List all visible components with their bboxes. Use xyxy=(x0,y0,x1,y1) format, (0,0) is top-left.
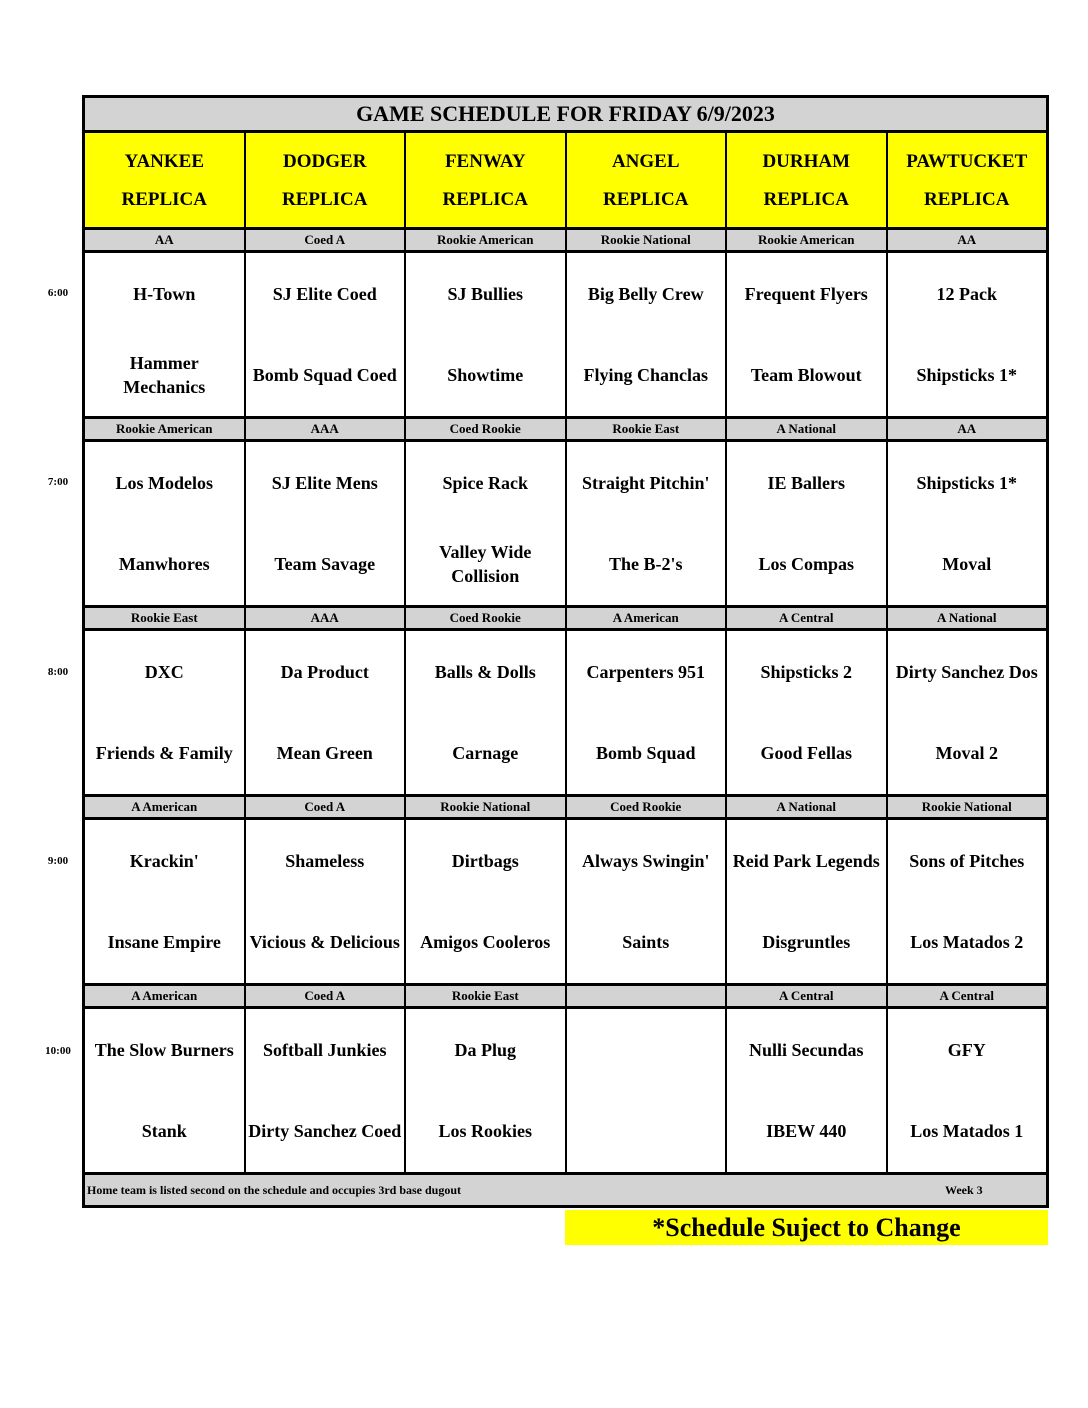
game-cell xyxy=(406,1009,567,1172)
home-team: Carnage xyxy=(452,743,519,764)
division-label: Rookie National xyxy=(406,797,567,817)
home-team: Bomb Squad Coed xyxy=(252,365,397,386)
division-label: Rookie National xyxy=(888,797,1047,817)
away-team: DXC xyxy=(144,661,184,682)
field-name: DODGER xyxy=(283,151,367,172)
away-team: Da Plug xyxy=(454,1039,516,1060)
home-team: Dirty Sanchez Coed xyxy=(248,1121,402,1142)
home-team: IBEW 440 xyxy=(766,1121,847,1142)
game-cell xyxy=(406,253,567,416)
home-team: Flying Chanclas xyxy=(583,365,709,386)
away-team: Spice Rack xyxy=(442,472,528,493)
game-cell xyxy=(888,442,1047,605)
field-name: DURHAM xyxy=(762,151,851,172)
home-team: The B-2's xyxy=(608,554,683,575)
home-team: Stank xyxy=(141,1121,187,1142)
away-team: Always Swingin' xyxy=(581,850,710,871)
game-cell xyxy=(85,631,246,794)
game-cell xyxy=(727,442,888,605)
game-cell xyxy=(246,820,407,983)
home-team: Showtime xyxy=(447,365,524,386)
field-header xyxy=(406,133,567,227)
home-team: Bomb Squad xyxy=(595,743,696,764)
away-team: 12 Pack xyxy=(936,283,997,304)
division-row xyxy=(85,983,1046,1009)
away-team: Los Modelos xyxy=(115,472,213,493)
game-cell xyxy=(888,820,1047,983)
away-team: SJ Elite Mens xyxy=(271,472,378,493)
division-row xyxy=(85,605,1046,631)
division-label xyxy=(567,986,728,1006)
game-cell xyxy=(727,820,888,983)
game-cell xyxy=(246,442,407,605)
home-team xyxy=(567,1091,726,1173)
game-row xyxy=(85,442,1046,605)
division-label: Rookie American xyxy=(85,419,246,439)
away-team: Da Product xyxy=(280,661,369,682)
game-cell xyxy=(406,820,567,983)
division-label: AAA xyxy=(246,608,407,628)
field-header xyxy=(727,133,888,227)
field-sub: REPLICA xyxy=(121,189,207,210)
field-header xyxy=(246,133,407,227)
away-team: SJ Elite Coed xyxy=(272,283,377,304)
game-row xyxy=(85,253,1046,416)
time-label: 9:00 xyxy=(47,855,69,867)
home-team: Friends & Family xyxy=(95,743,233,764)
home-team: Saints xyxy=(622,932,670,953)
home-team: Moval xyxy=(942,554,992,575)
division-label: Coed Rookie xyxy=(406,608,567,628)
away-team: The Slow Burners xyxy=(94,1039,234,1060)
division-label: A Central xyxy=(888,986,1047,1006)
away-team: Krackin' xyxy=(129,850,199,871)
home-team: Team Savage xyxy=(274,554,376,575)
page-title: GAME SCHEDULE FOR FRIDAY 6/9/2023 xyxy=(85,98,1046,133)
time-label: 8:00 xyxy=(47,666,69,678)
division-label: Coed A xyxy=(246,797,407,817)
division-label: A National xyxy=(888,608,1047,628)
home-team: Good Fellas xyxy=(760,743,852,764)
away-team: IE Ballers xyxy=(767,472,845,493)
away-team: Shipsticks 2 xyxy=(760,661,853,682)
division-label: A American xyxy=(85,986,246,1006)
field-sub: REPLICA xyxy=(763,189,849,210)
game-cell xyxy=(85,442,246,605)
game-row xyxy=(85,631,1046,794)
away-team: Balls & Dolls xyxy=(434,661,536,682)
division-label: Rookie East xyxy=(406,986,567,1006)
home-team: Vicious & Delicious xyxy=(249,932,400,953)
away-team: Frequent Flyers xyxy=(744,283,868,304)
away-team: Shipsticks 1* xyxy=(916,472,1018,493)
field-header xyxy=(888,133,1047,227)
home-team: Manwhores xyxy=(118,554,210,575)
game-cell xyxy=(567,253,728,416)
home-team: Shipsticks 1* xyxy=(916,365,1018,386)
footer-note: Home team is listed second on the schedule and occupies 3rd base dugout xyxy=(87,1183,462,1197)
game-cell xyxy=(406,631,567,794)
division-label: AA xyxy=(85,230,246,250)
division-row xyxy=(85,227,1046,253)
game-row xyxy=(85,1009,1046,1172)
away-team: Softball Junkies xyxy=(262,1039,387,1060)
week-label: Week 3 xyxy=(945,1183,983,1197)
game-cell xyxy=(246,253,407,416)
away-team: Straight Pitchin' xyxy=(581,472,710,493)
time-label: 10:00 xyxy=(45,1045,71,1057)
home-team: Disgruntles xyxy=(762,932,851,953)
division-row xyxy=(85,416,1046,442)
away-team: H-Town xyxy=(133,283,196,304)
time-label: 7:00 xyxy=(47,476,69,488)
home-team: Insane Empire xyxy=(107,932,221,953)
game-row xyxy=(85,820,1046,983)
division-label: Rookie East xyxy=(567,419,728,439)
field-sub: REPLICA xyxy=(281,189,368,210)
home-team: Los Matados 2 xyxy=(910,932,1024,953)
division-label: A National xyxy=(727,419,888,439)
away-team: Sons of Pitches xyxy=(909,850,1025,871)
field-sub: REPLICA xyxy=(602,189,689,210)
game-cell xyxy=(727,1009,888,1172)
game-cell xyxy=(567,1009,728,1172)
home-team: Los Rookies xyxy=(438,1121,532,1142)
field-name: PAWTUCKET xyxy=(906,151,1028,172)
game-cell xyxy=(888,631,1047,794)
home-team: Team Blowout xyxy=(750,365,862,386)
away-team: Carpenters 951 xyxy=(586,661,705,682)
division-label: A Central xyxy=(727,608,888,628)
away-team xyxy=(567,1009,726,1091)
game-cell xyxy=(85,1009,246,1172)
home-team: Mean Green xyxy=(276,743,373,764)
division-label: AAA xyxy=(246,419,407,439)
time-label: 6:00 xyxy=(47,287,69,299)
division-label: AA xyxy=(888,419,1047,439)
field-header xyxy=(85,133,246,227)
game-cell xyxy=(567,442,728,605)
field-name: YANKEE xyxy=(124,151,205,172)
away-team: Dirty Sanchez Dos xyxy=(895,661,1038,682)
away-team: Reid Park Legends xyxy=(732,850,880,871)
game-cell xyxy=(727,631,888,794)
division-label: A Central xyxy=(727,986,888,1006)
division-label: Coed A xyxy=(246,986,407,1006)
home-team: Amigos Cooleros xyxy=(420,932,551,953)
away-team: Shameless xyxy=(285,850,365,871)
footer-bar xyxy=(85,1172,1046,1205)
game-cell xyxy=(727,253,888,416)
game-cell xyxy=(85,253,246,416)
game-cell xyxy=(888,1009,1047,1172)
home-team: Valley Wide Collision xyxy=(439,542,532,587)
field-header-row xyxy=(85,133,1046,227)
division-label: A American xyxy=(567,608,728,628)
away-team: GFY xyxy=(947,1039,986,1060)
division-label: Coed Rookie xyxy=(567,797,728,817)
away-team: SJ Bullies xyxy=(447,283,524,304)
division-label: Coed A xyxy=(246,230,407,250)
away-team: Nulli Secundas xyxy=(748,1039,864,1060)
division-label: Rookie American xyxy=(406,230,567,250)
field-sub: REPLICA xyxy=(923,189,1010,210)
away-team: Dirtbags xyxy=(451,850,519,871)
division-label: Rookie National xyxy=(567,230,728,250)
game-cell xyxy=(85,820,246,983)
division-row xyxy=(85,794,1046,820)
game-cell xyxy=(246,1009,407,1172)
schedule-table xyxy=(82,95,1049,1208)
game-cell xyxy=(567,631,728,794)
division-label: Coed Rookie xyxy=(406,419,567,439)
division-label: AA xyxy=(888,230,1047,250)
field-header xyxy=(567,133,728,227)
home-team: Moval 2 xyxy=(935,743,998,764)
home-team: Hammer Mechanics xyxy=(123,353,206,398)
game-cell xyxy=(406,442,567,605)
division-label: Rookie East xyxy=(85,608,246,628)
division-label: A National xyxy=(727,797,888,817)
game-cell xyxy=(567,820,728,983)
home-team: Los Matados 1 xyxy=(910,1121,1024,1142)
game-cell xyxy=(888,253,1047,416)
game-cell xyxy=(246,631,407,794)
division-label: Rookie American xyxy=(727,230,888,250)
field-sub: REPLICA xyxy=(442,189,528,210)
home-team: Los Compas xyxy=(758,554,855,575)
field-name: FENWAY xyxy=(444,151,526,172)
division-label: A American xyxy=(85,797,246,817)
field-name: ANGEL xyxy=(611,151,680,172)
away-team: Big Belly Crew xyxy=(587,283,704,304)
schedule-disclaimer: *Schedule Suject to Change xyxy=(565,1210,1048,1245)
